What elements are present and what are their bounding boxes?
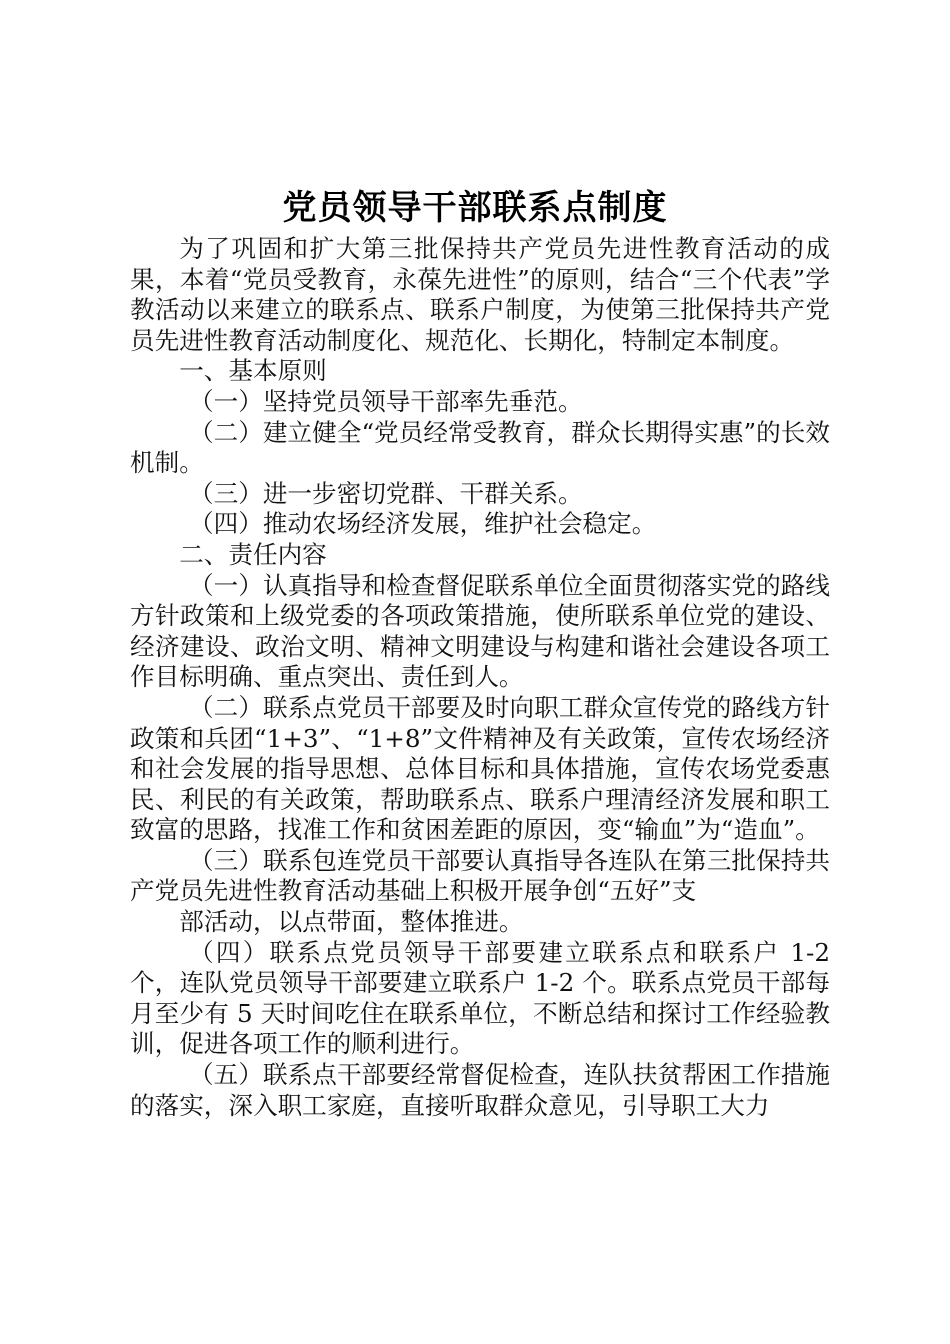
principle-item-2: （二）建立健全“党员经常受教育，群众长期得实惠”的长效机制。: [130, 417, 830, 478]
section-heading-responsibilities: 二、责任内容: [179, 539, 327, 569]
principle-item-4: （四）推动农场经济发展，维护社会稳定。: [189, 509, 657, 539]
intro-paragraph: 为了巩固和扩大第三批保持共产党员先进性教育活动的成果，本着“党员受教育，永葆先进性”的原则，结合“三个代表”学教活动以来建立的联系点、联系户制度，为使第三批保持共产党员先进性教育活动制度化、规范化、长期化，特制定本制度。: [130, 234, 830, 355]
responsibility-item-2: （二）联系点党员干部要及时向职工群众宣传党的路线方针政策和兵团“1+3”、“1+8”文件精神及有关政策，宣传农场经济和社会发展的指导思想、总体目标和具体措施，宣传农场党委惠民、利民的有关政策，帮助联系点、联系户理清经济发展和职工致富的思路，找准工作和贫困差距的原因，变“输血”为“造血”。: [130, 692, 830, 845]
responsibility-item-4: （四）联系点党员领导干部要建立联系点和联系户 1-2 个，连队党员领导干部要建立联系户 1-2 个。联系点党员干部每月至少有 5 天时间吃住在联系单位，不断总结和探讨工作经验教训，促进各项工作的顺利进行。: [130, 937, 830, 1059]
section-heading-principles: 一、基本原则: [179, 356, 327, 386]
document-title: 党员领导干部联系点制度: [282, 188, 668, 228]
responsibility-item-1: （一）认真指导和检查督促联系单位全面贯彻落实党的路线方针政策和上级党委的各项政策措施，使所联系单位党的建设、经济建设、政治文明、精神文明建设与构建和谐社会建设各项工作目标明确、重点突出、责任到人。: [130, 570, 830, 692]
responsibility-item-5: （五）联系点干部要经常督促检查，连队扶贫帮困工作措施的落实，深入职工家庭，直接听取群众意见，引导职工大力: [130, 1060, 830, 1120]
principle-item-1: （一）坚持党员领导干部率先垂范。: [189, 386, 583, 416]
responsibility-item-3-continued: 部活动，以点带面，整体推进。: [179, 907, 524, 937]
document-body: [130, 234, 830, 1121]
responsibility-item-3: （三）联系包连党员干部要认真指导各连队在第三批保持共产党员先进性教育活动基础上积极开展争创“五好”支: [130, 845, 830, 906]
principle-item-3: （三）进一步密切党群、干群关系。: [189, 478, 583, 508]
